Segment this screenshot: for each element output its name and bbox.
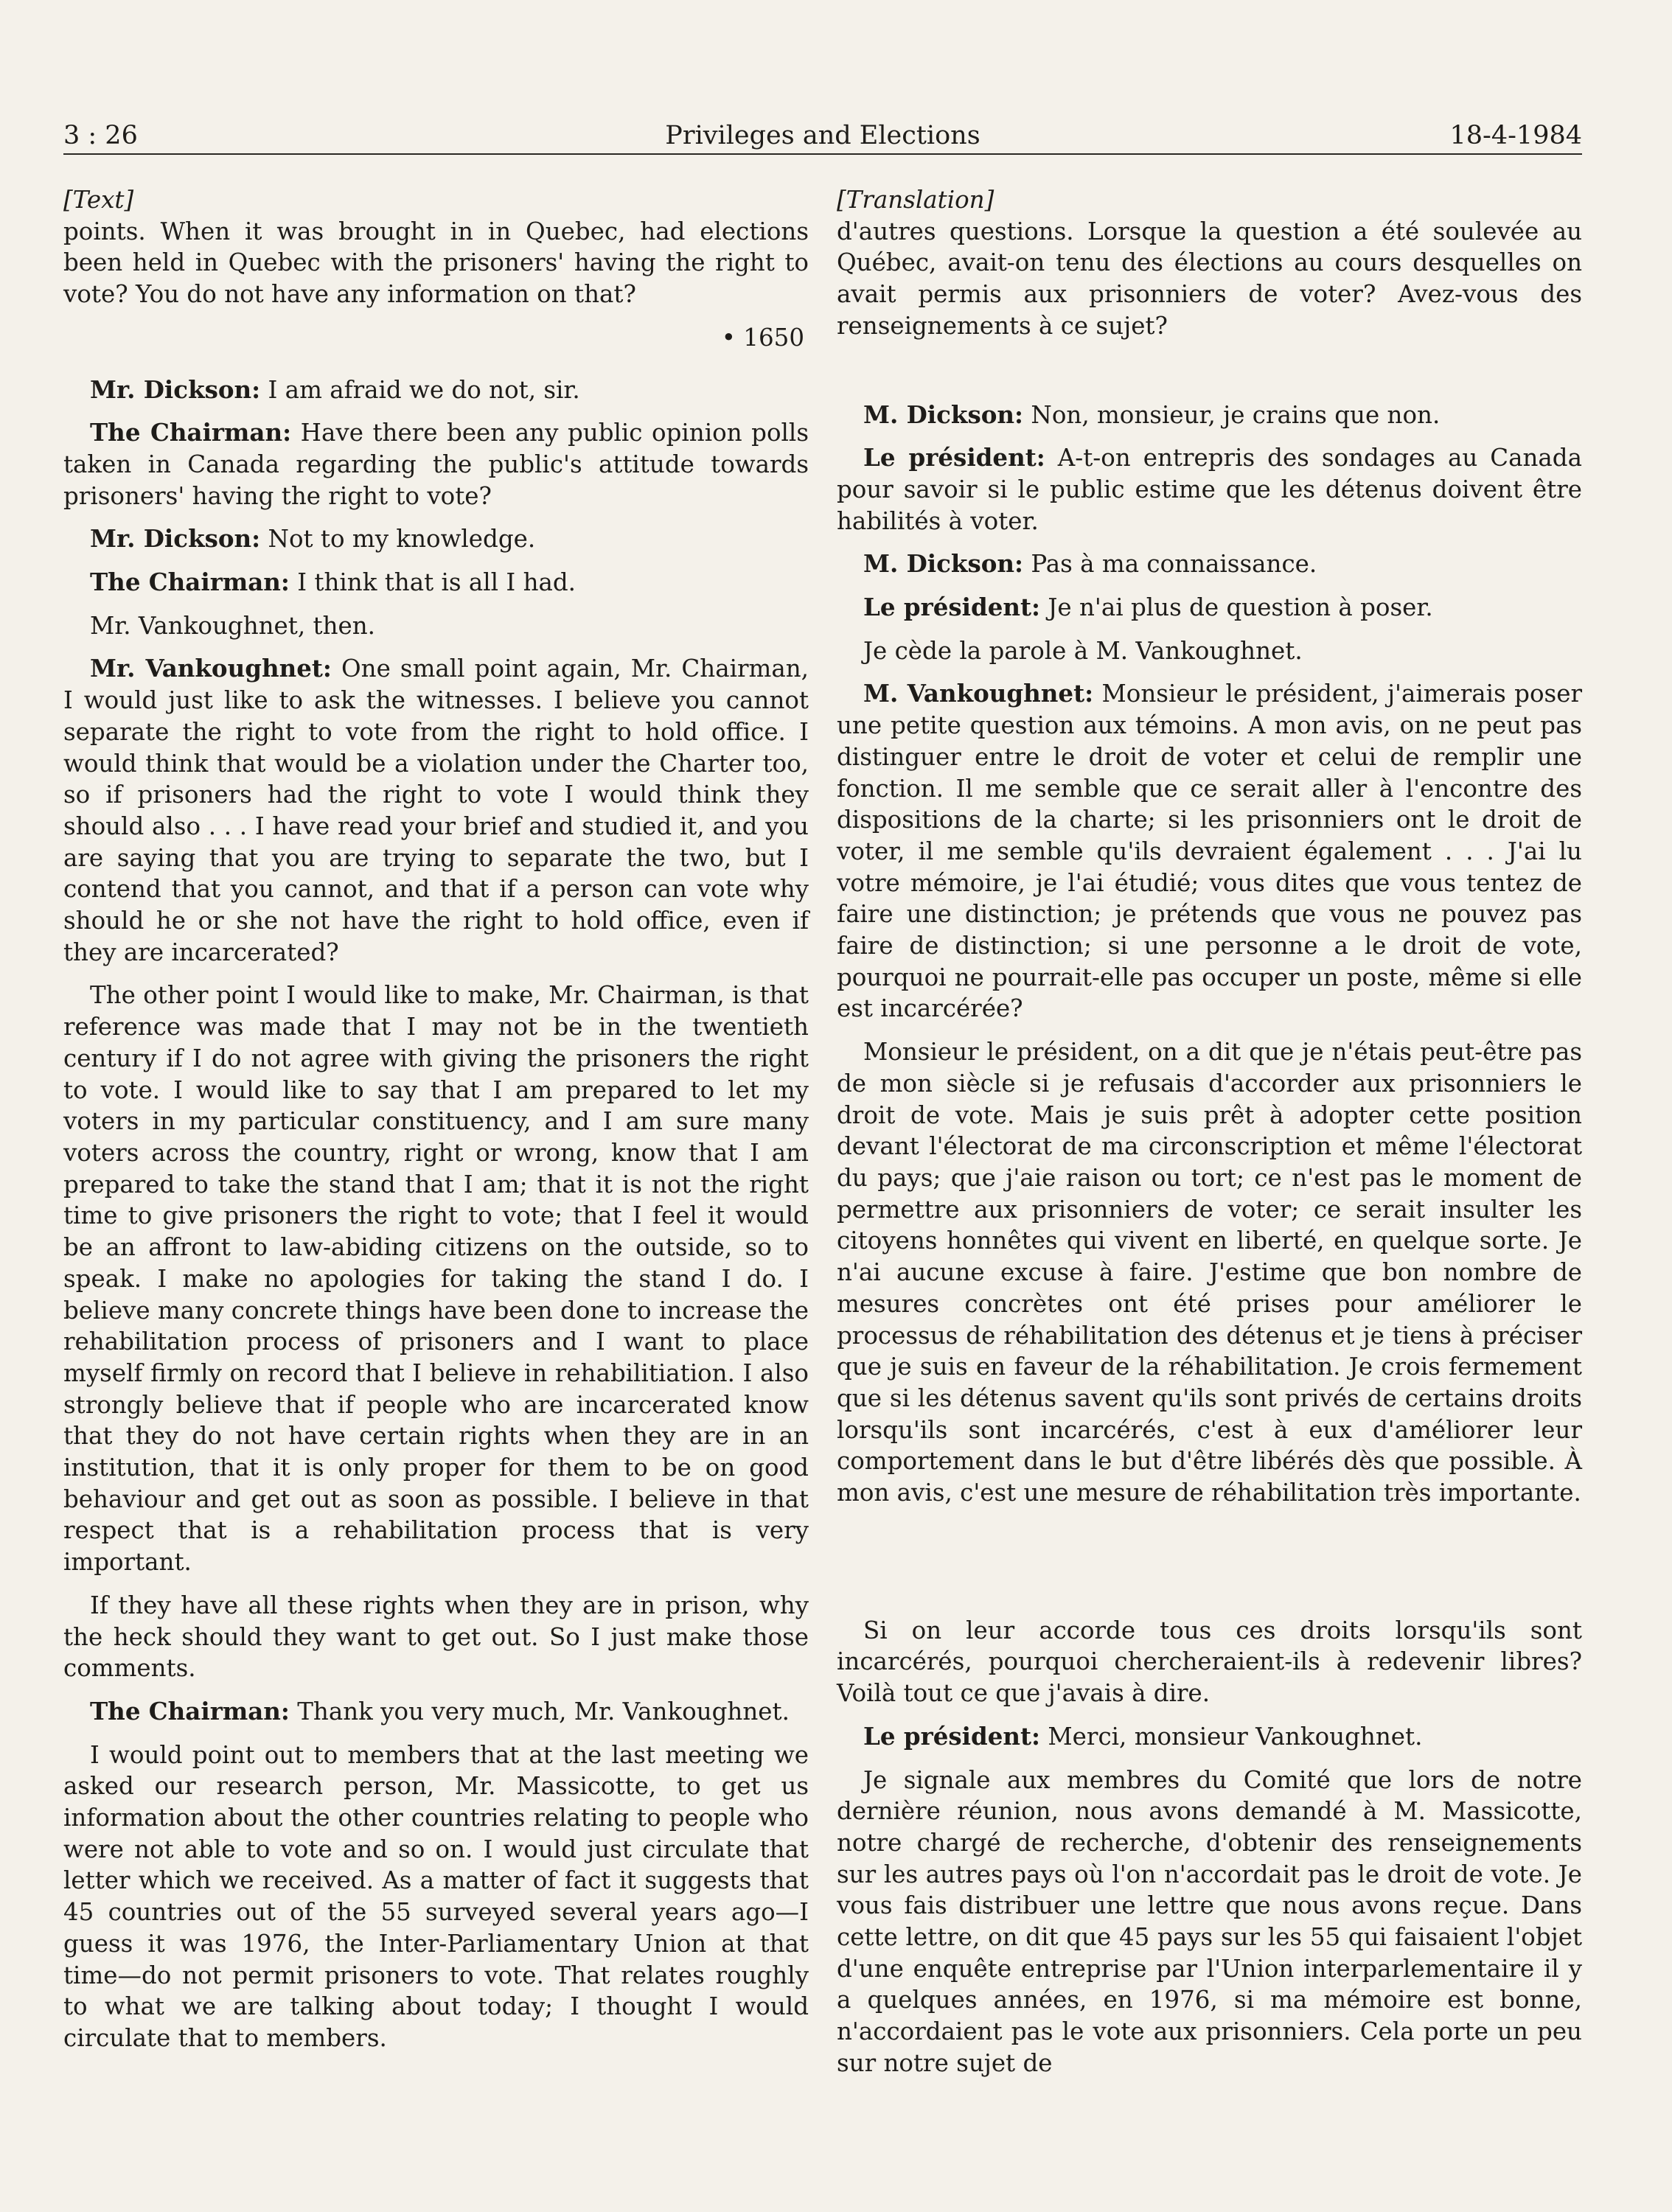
paragraph: d'autres questions. Lorsque la question a été soulevée au Québec, avait-on tenu des élections au cours desquelles on avait permis aux prisonniers de voter? Avez-vous des renseignements à ce sujet? [837, 217, 1582, 340]
paragraph [63, 1696, 809, 1728]
paragraph [837, 442, 1582, 537]
paragraph: Je cède la parole à M. Vankoughnet. [863, 636, 1303, 665]
translation-label: [Translation] [837, 186, 995, 214]
paragraph [837, 678, 1582, 1025]
text-label: [Text] [63, 186, 134, 214]
speaker-name: The Chairman: [90, 568, 290, 597]
speech-text: I am afraid we do not, sir. [260, 375, 580, 404]
speech-text: Thank you very much, Mr. Vankoughnet. [289, 1697, 790, 1726]
paragraph: Monsieur le président, on a dit que je n'étais peut-être pas de mon siècle si je refusais d'accorder aux prisonniers le droit de vote. Mais je suis prêt à adopter cette position devant l'électorat de ma circonscription et même l'électorat du pays; que j'aie raison ou tort; ce n'est pas le moment de permettre aux prisonniers de voter; ce serait insulter les citoyens honnêtes qui vivent en liberté, en quelque sorte. Je n'ai aucune excuse à faire. J'estime que bon nombre de mesures concrètes ont été prises pour améliorer le processus de réhabilitation des détenus et je tiens à préciser que je suis en faveur de la réhabilitation. Je crois fermement que si les détenus savent qu'ils sont privés de certains droits lorsqu'ils sont incarcérés, c'est à eux d'améliorer leur comportement dans le but d'être libérés dès que possible. À mon avis, c'est une mesure de réhabilitation très importante. [837, 1038, 1582, 1507]
running-title: Privileges and Elections [665, 121, 980, 150]
page-number: 3 : 26 [63, 121, 138, 150]
english-column [63, 184, 809, 2066]
paragraph [837, 1721, 1582, 1753]
speech-text: Je n'ai plus de question à poser. [1040, 593, 1433, 622]
header-date: 18-4-1984 [1449, 121, 1582, 150]
paragraph [837, 400, 1582, 431]
paragraph [63, 374, 809, 406]
paragraph [837, 548, 1582, 580]
paragraph [63, 653, 809, 968]
speech-text: Non, monsieur, je crains que non. [1023, 400, 1441, 429]
speaker-name: Le président: [863, 1721, 1041, 1751]
speaker-name: M. Vankoughnet: [863, 679, 1094, 708]
speaker-name: M. Dickson: [863, 549, 1024, 579]
speaker-name: M. Dickson: [863, 400, 1024, 429]
speech-text: One small point again, Mr. Chairman, I would just like to ask the witnesses. I believe you cannot separate the right to vote from the right to hold office. I would think that would be a violation under the Charter too, so if prisoners had the right to vote I would think they should also . . . I have read your brief and studied it, and you are saying that you are trying to separate the two, but I contend that you cannot, and that if a person can vote why should he or she not have the right to hold office, even if they are incarcerated? [63, 655, 809, 966]
paragraph: Si on leur accorde tous ces droits lorsqu'ils sont incarcérés, pourquoi chercheraient-ils à redevenir libres? Voilà tout ce que j'avais à dire. [837, 1616, 1582, 1708]
spacer [837, 1521, 1582, 1615]
speaker-name: Mr. Dickson: [90, 374, 261, 404]
speech-text: Have there been any public opinion polls taken in Canada regarding the public's attitude towards prisoners' having the right to vote? [63, 419, 809, 510]
time-marker: • 1650 [721, 323, 804, 352]
paragraph: points. When it was brought in in Quebec, had elections been held in Quebec with the prisoners' having the right to vote? You do not have any information on that? [63, 217, 809, 309]
speech-text: Merci, monsieur Vankoughnet. [1040, 1722, 1423, 1751]
speaker-name: Le président: [863, 593, 1041, 622]
paragraph [63, 567, 809, 599]
paragraph [837, 592, 1582, 624]
speech-text: Monsieur le président, j'aimerais poser une petite question aux témoins. A mon avis, on ne peut pas distinguer entre le droit de voter et celui de remplir une fonction. Il me semble que ce serait aller à l'encontre des dispositions de la charte; si les prisonniers ont le droit de voter, il me semble qu'ils devraient également . . . J'ai lu votre mémoire, je l'ai étudié; vous dites que vous tentez de faire une distinction; je prétends que vous ne pouvez pas faire de distinction; si une personne a le droit de vote, pourquoi ne pourrait-elle pas occuper un poste, même si elle est incarcérée? [837, 680, 1582, 1023]
speaker-name: Mr. Vankoughnet: [90, 654, 332, 683]
paragraph: Mr. Vankoughnet, then. [90, 611, 376, 640]
speaker-name: Le président: [863, 443, 1045, 472]
header-rule [63, 153, 1582, 155]
speech-text: I think that is all I had. [289, 568, 577, 597]
spacer [837, 354, 1582, 400]
paragraph [63, 523, 809, 555]
paragraph: If they have all these rights when they are in prison, why the heck should they want to get out. So I just make those comments. [63, 1591, 809, 1683]
paragraph [63, 417, 809, 512]
speaker-name: The Chairman: [90, 1696, 290, 1726]
speech-text: Pas à ma connaissance. [1023, 550, 1317, 579]
paragraph: I would point out to members that at the last meeting we asked our research person, Mr. Massicotte, to get us information about the other countries relating to people who were not able to vote and so on. I would just circulate that letter which we received. As a matter of fact it suggests that 45 countries out of the 55 surveyed several years ago—I guess it was 1976, the Inter-Parliamentary Union at that time—do not permit prisoners to vote. That relates roughly to what we are talking about today; I thought I would circulate that to members. [63, 1740, 809, 2052]
page-header [63, 116, 1582, 155]
speech-text: A-t-on entrepris des sondages au Canada pour savoir si le public estime que les détenus doivent être habilités à voter. [837, 444, 1582, 535]
paragraph: Je signale aux membres du Comité que lors de notre dernière réunion, nous avons demandé à M. Massicotte, notre chargé de recherche, d'obtenir des renseignements sur les autres pays où l'on n'accordait pas le droit de vote. Je vous fais distribuer une lettre que nous avons reçue. Dans cette lettre, on dit que 45 pays sur les 55 qui faisaient l'objet d'une enquête entreprise par l'Union interparlementaire il y a quelques années, en 1976, si ma mémoire est bonne, n'accordaient pas le vote aux prisonniers. Cela porte un peu sur notre sujet de [837, 1765, 1582, 2077]
speech-text: Not to my knowledge. [260, 525, 536, 554]
speaker-name: Mr. Dickson: [90, 524, 261, 554]
speaker-name: The Chairman: [90, 418, 292, 447]
paragraph: The other point I would like to make, Mr. Chairman, is that reference was made that I may not be in the twentieth century if I do not agree with giving the prisoners the right to vote. I would like to say that I am prepared to let my voters in my particular constituency, and I am sure many voters across the country, right or wrong, know that I am prepared to take the stand that I am; that it is not the right time to give prisoners the right to vote; that I feel it would be an affront to law-abiding citizens on the outside, so to speak. I make no apologies for taking the stand I do. I believe many concrete things have been done to increase the rehabilitation process of prisoners and I want to place myself firmly on record that I believe in rehabilitiation. I also strongly believe that if people who are incarcerated know that they do not have certain rights when they are in an institution, that it is only proper for them to be on good behaviour and get out as soon as possible. I believe in that respect that is a rehabilitation process that is very important. [63, 981, 809, 1577]
french-column [837, 184, 1582, 2091]
